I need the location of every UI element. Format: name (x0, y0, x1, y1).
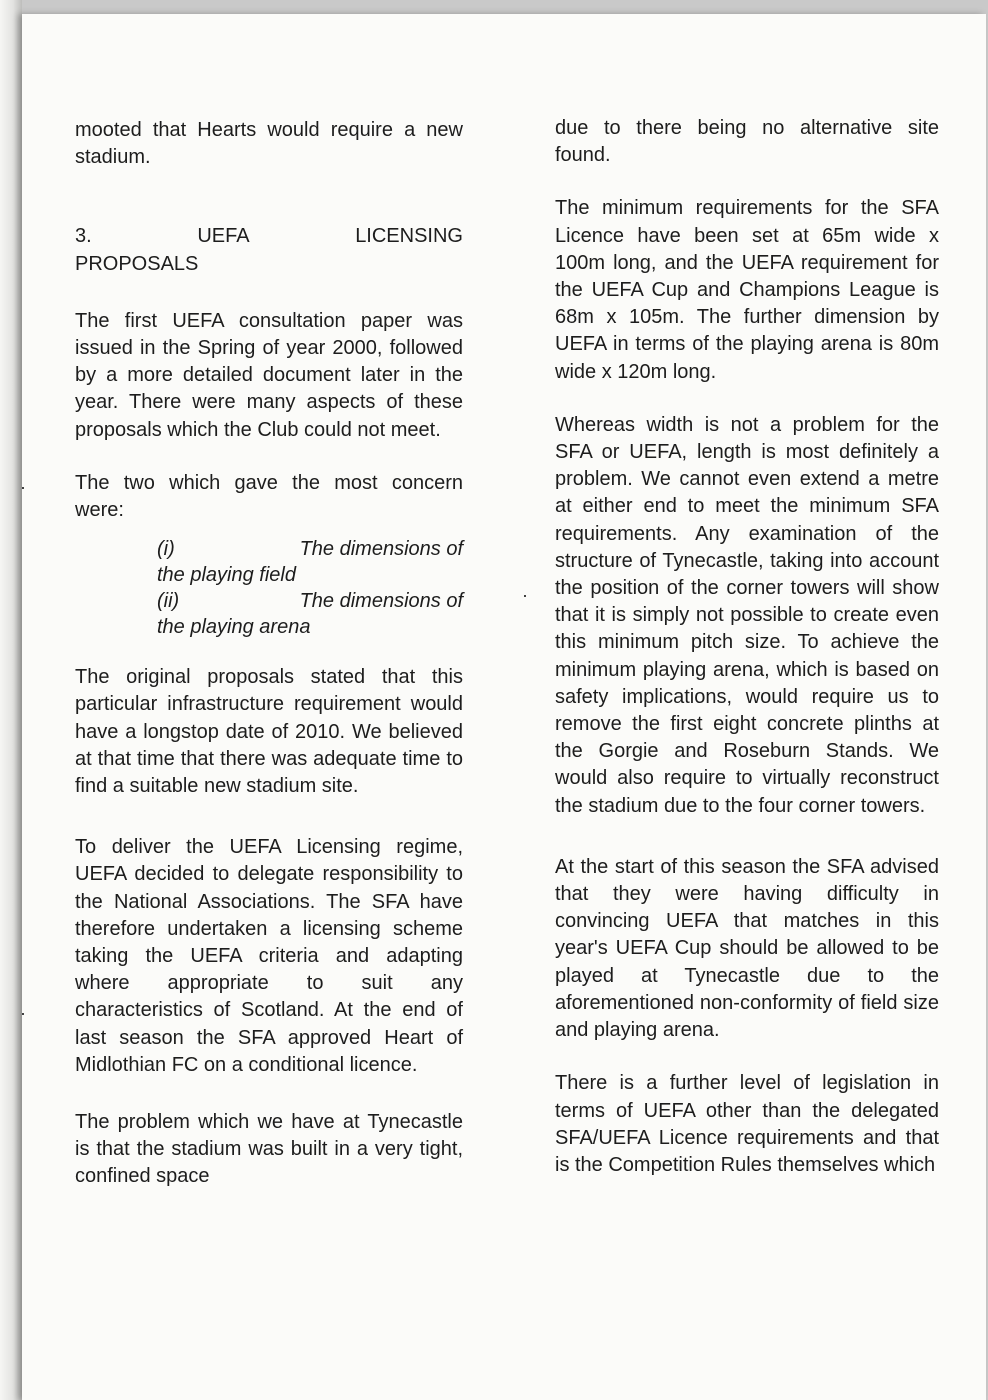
heading-word-uefa: UEFA (197, 225, 250, 248)
list-item-text: The dimensions of (299, 538, 463, 561)
list-item-line (157, 588, 463, 614)
concern-list (157, 536, 463, 640)
binding-mark: · (20, 1003, 26, 1023)
right-column (555, 115, 939, 1205)
right-paragraph-1: due to there being no alternative site found. (555, 117, 939, 167)
heading-number: 3. (75, 225, 92, 248)
right-paragraph-2: The minimum requirements for the SFA Licence have been set at 65m wide x 100m long, and the UEFA requirement for the UEFA Cup and Champions League is 68m x 105m. The further dimension by UEFA in terms of the playing arena is 80m wide x 120m long. (555, 197, 939, 383)
list-item (157, 588, 463, 640)
heading-line-1 (75, 223, 463, 250)
list-item (157, 536, 463, 588)
list-item-number: (ii) (157, 590, 180, 613)
spacer (75, 197, 463, 223)
right-paragraph-5: There is a further level of legislation in terms of UEFA other than the delegated SFA/UEFA Licence requirements and that is the Competition Rules themselves which (555, 1072, 939, 1176)
left-column (75, 117, 463, 1217)
left-paragraph-5: To deliver the UEFA Licensing regime, UEFA decided to delegate responsibility to the National Associations. The SFA have therefore undertaken a licensing scheme taking the UEFA criteria and adapting where appropriate to suit any characteristics of Scotland. At the end of last season the SFA approved Heart of Midlothian FC on a conditional licence. (75, 836, 463, 1076)
list-item-text-continued: the playing field (157, 564, 296, 587)
section-heading (75, 223, 463, 277)
heading-word-licensing: LICENSING (355, 225, 463, 248)
list-item-line (157, 536, 463, 562)
left-paragraph-1: mooted that Hearts would require a new stadium. (75, 119, 463, 169)
binding-mark: · (522, 585, 528, 605)
heading-line-2: PROPOSALS (75, 252, 199, 275)
left-paragraph-2: The first UEFA consultation paper was issued in the Spring of year 2000, followed by a more detailed document later in the year. There were many aspects of these proposals which the Club could not meet. (75, 309, 463, 441)
list-item-text: The dimensions of (299, 590, 463, 613)
left-paragraph-6: The problem which we have at Tynecastle is that the stadium was built in a very tight, confined space (75, 1111, 463, 1188)
binding-mark: · (20, 477, 26, 497)
list-item-text-continued: the playing arena (157, 616, 311, 639)
left-paragraph-4: The original proposals stated that this particular infrastructure requirement would have a longstop date of 2010. We believed at that time that there was adequate time to find a suitable new stadium site. (75, 666, 463, 798)
list-item-number: (i) (157, 538, 175, 561)
left-paragraph-3: The two which gave the most concern were: (75, 471, 463, 522)
page-gutter-shadow (0, 0, 22, 1400)
right-paragraph-4: At the start of this season the SFA advised that they were having difficulty in convincing UEFA that matches in this year's UEFA Cup should be allowed to be played at Tynecastle due to the aforementioned non-conformity of field size and playing arena. (555, 855, 939, 1042)
right-paragraph-3: Whereas width is not a problem for the SFA or UEFA, length is most definitely a problem. We cannot even extend a metre at either end to meet the minimum SFA requirements. Any examination of the structure of Tynecastle, taking into account the position of the corner towers will show that it is simply not possible to create even this minimum pitch size. To achieve the minimum playing arena, which is based on safety implications, would require us to remove the first eight concrete plinths at the Gorgie and Roseburn Stands. We would also require to virtually reconstruct the stadium due to the four corner towers. (555, 413, 939, 817)
